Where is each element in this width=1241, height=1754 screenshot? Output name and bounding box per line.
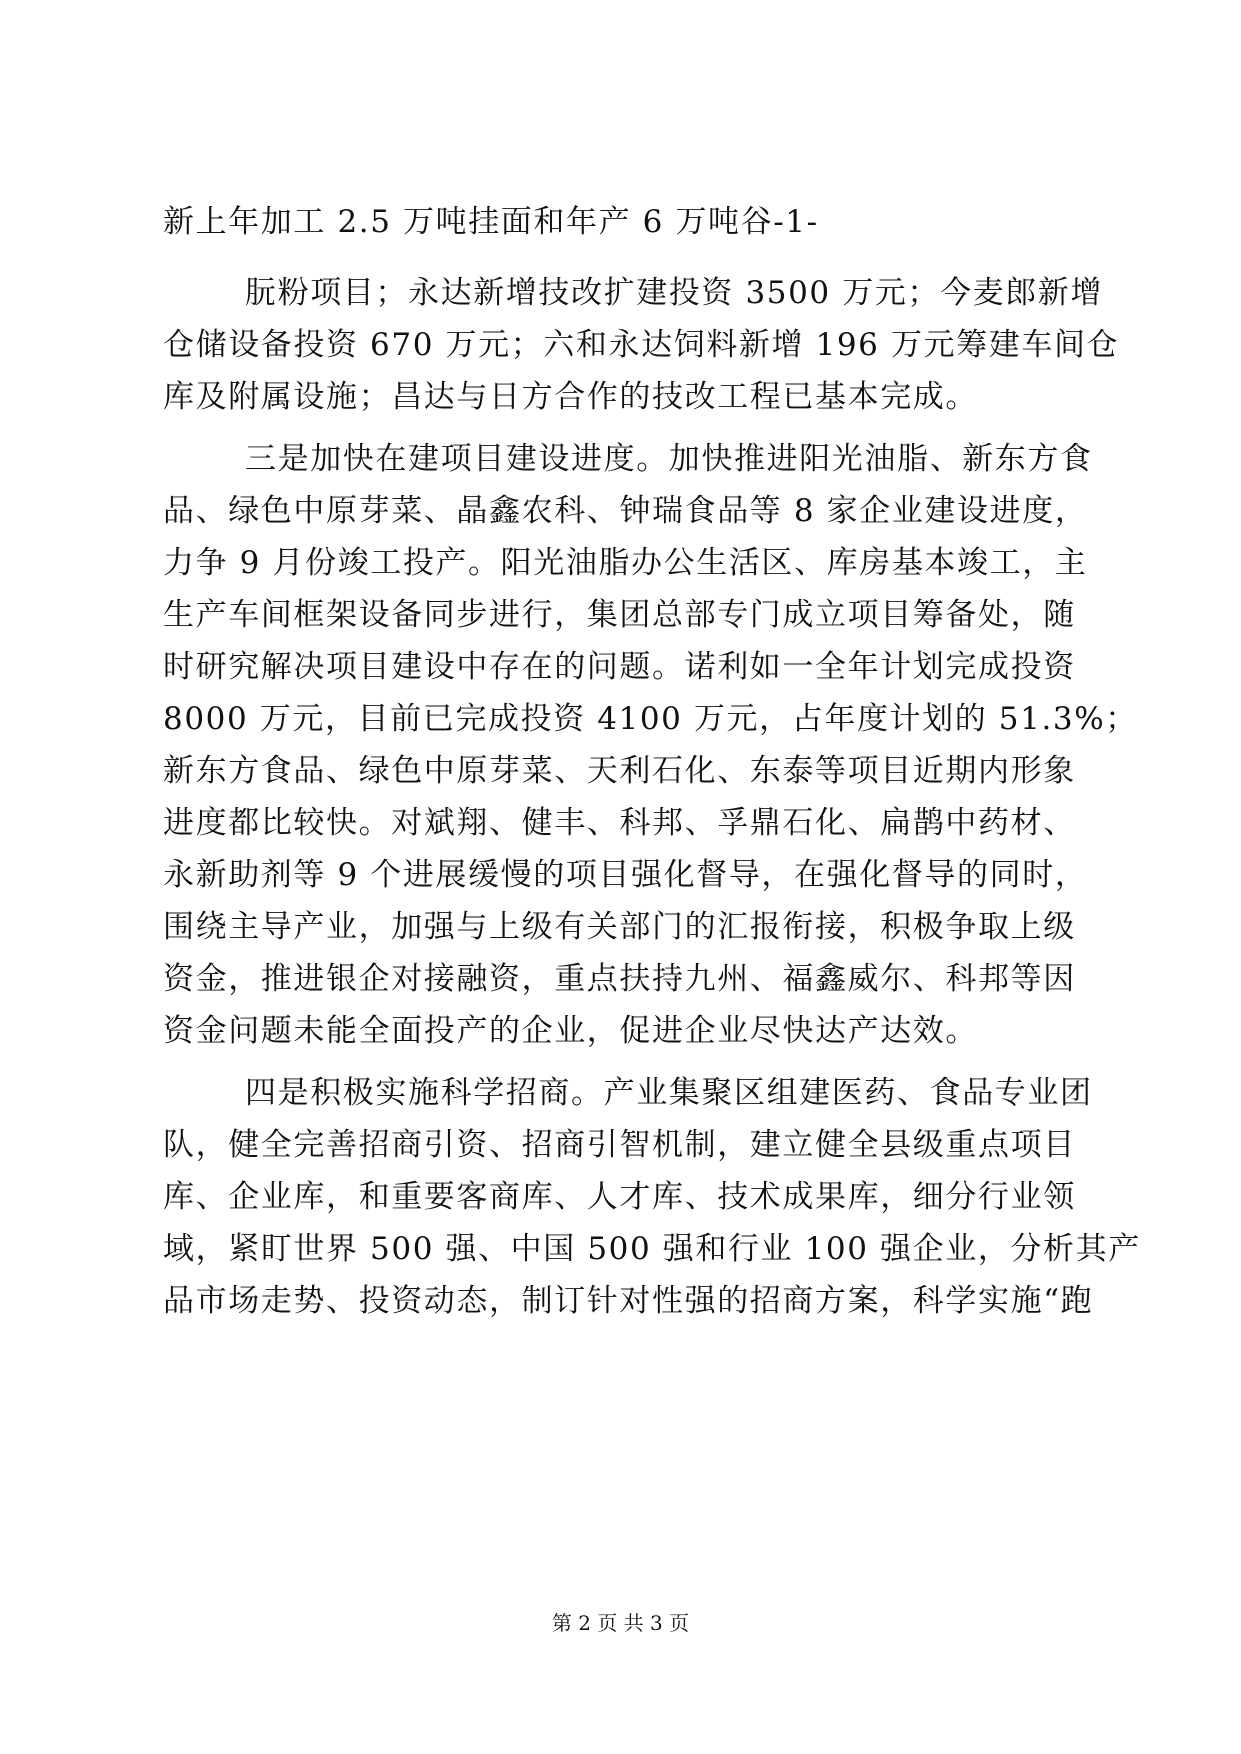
text-line-5: 三是加快在建项目建设进度。加快推进阳光油脂、新东方食 — [245, 441, 1093, 477]
text-line-14: 围绕主导产业，加强与上级有关部门的汇报衔接，积极争取上级 — [163, 909, 1076, 945]
text-line-7: 力争 9 月份竣工投产。阳光油脂办公生活区、库房基本竣工，主 — [163, 545, 1088, 581]
text-line-2: 朊粉项目；永达新增技改扩建投资 3500 万元；今麦郎新增 — [245, 275, 1103, 311]
text-line-17: 四是积极实施科学招商。产业集聚区组建医药、食品专业团 — [245, 1075, 1093, 1111]
text-line-3: 仓储设备投资 670 万元；六和永达饲料新增 196 万元筹建车间仓 — [163, 327, 1120, 363]
text-line-21: 品市场走势、投资动态，制订针对性强的招商方案，科学实施“跑 — [163, 1283, 1094, 1319]
text-line-8: 生产车间框架设备同步进行，集团总部专门成立项目筹备处，随 — [163, 597, 1076, 633]
paragraph-gap — [163, 423, 1081, 433]
text-line-13: 永新助剂等 9 个进展缓慢的项目强化督导，在强化督导的同时， — [163, 857, 1088, 893]
page-footer — [0, 1609, 1241, 1637]
text-line-18: 队，健全完善招商引资、招商引智机制，建立健全县级重点项目 — [163, 1127, 1076, 1163]
text-line-1: 新上年加工 2.5 万吨挂面和年产 6 万吨谷-1- — [163, 204, 819, 240]
page-number-label: 第 2 页 共 3 页 — [551, 1611, 690, 1635]
text-line-10: 8000 万元，目前已完成投资 4100 万元，占年度计划的 51.3%； — [163, 701, 1138, 737]
text-line-4: 库及附属设施；昌达与日方合作的技改工程已基本完成。 — [163, 379, 978, 415]
text-line-15: 资金，推进银企对接融资，重点扶持九州、福鑫威尔、科邦等因 — [163, 961, 1076, 997]
text-line-6: 品、绿色中原芽菜、晶鑫农科、钟瑞食品等 8 家企业建设进度， — [163, 493, 1088, 529]
text-line-19: 库、企业库，和重要客商库、人才库、技术成果库，细分行业领 — [163, 1179, 1076, 1215]
paragraph-gap — [163, 1057, 1081, 1067]
text-line-16: 资金问题未能全面投产的企业，促进企业尽快达产达效。 — [163, 1013, 978, 1049]
text-line-9: 时研究解决项目建设中存在的问题。诺利如一全年计划完成投资 — [163, 649, 1076, 685]
document-body — [163, 196, 1141, 1327]
paragraph-gap — [163, 248, 1081, 267]
text-line-11: 新东方食品、绿色中原芽菜、天利石化、东泰等项目近期内形象 — [163, 753, 1076, 789]
text-line-12: 进度都比较快。对斌翔、健丰、科邦、孚鼎石化、扁鹊中药材、 — [163, 805, 1076, 841]
text-line-20: 域，紧盯世界 500 强、中国 500 强和行业 100 强企业，分析其产 — [163, 1231, 1141, 1267]
